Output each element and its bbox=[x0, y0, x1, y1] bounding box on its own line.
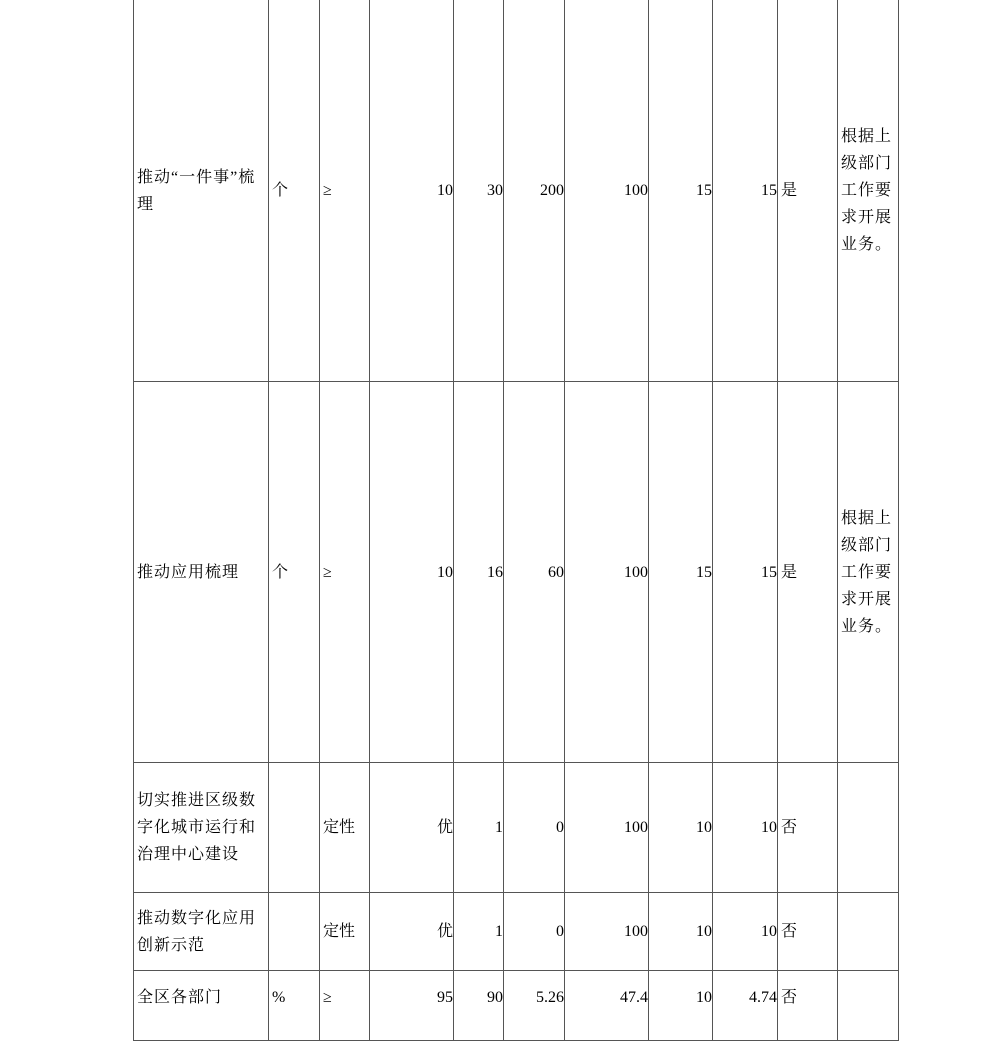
comparison-type-cell: ≥ bbox=[320, 382, 370, 763]
performance-table bbox=[133, 0, 899, 1041]
comparison-type-cell: 定性 bbox=[320, 893, 370, 971]
comparison-type-cell: ≥ bbox=[320, 0, 370, 382]
table-row bbox=[134, 382, 899, 763]
target-value-cell: 95 bbox=[370, 971, 454, 1041]
unit-cell bbox=[269, 893, 320, 971]
weight-cell: 15 bbox=[649, 382, 713, 763]
remark-cell: 根据上级部门工作要求开展业务。 bbox=[838, 382, 899, 763]
table-row bbox=[134, 971, 899, 1041]
deviation-flag-cell: 否 bbox=[778, 763, 838, 893]
table-row bbox=[134, 893, 899, 971]
actual-value-cell: 1 bbox=[454, 763, 504, 893]
remark-cell bbox=[838, 893, 899, 971]
comparison-type-cell: 定性 bbox=[320, 763, 370, 893]
score-cell: 15 bbox=[713, 0, 778, 382]
score-rate-cell: 47.4 bbox=[565, 971, 649, 1041]
table-row bbox=[134, 0, 899, 382]
score-cell: 10 bbox=[713, 763, 778, 893]
indicator-name-cell: 推动“一件事”梳理 bbox=[134, 0, 269, 382]
actual-value-cell: 1 bbox=[454, 893, 504, 971]
score-rate-cell: 100 bbox=[565, 0, 649, 382]
target-value-cell: 优 bbox=[370, 763, 454, 893]
table-row bbox=[134, 763, 899, 893]
score-rate-cell: 100 bbox=[565, 763, 649, 893]
score-cell: 10 bbox=[713, 893, 778, 971]
weight-cell: 15 bbox=[649, 0, 713, 382]
indicator-name-cell: 推动应用梳理 bbox=[134, 382, 269, 763]
indicator-name-cell: 全区各部门 bbox=[134, 971, 269, 1041]
deviation-rate-cell: 5.26 bbox=[504, 971, 565, 1041]
weight-cell: 10 bbox=[649, 893, 713, 971]
deviation-rate-cell: 0 bbox=[504, 893, 565, 971]
remark-cell: 根据上级部门工作要求开展业务。 bbox=[838, 0, 899, 382]
score-rate-cell: 100 bbox=[565, 893, 649, 971]
comparison-type-cell: ≥ bbox=[320, 971, 370, 1041]
unit-cell bbox=[269, 763, 320, 893]
actual-value-cell: 16 bbox=[454, 382, 504, 763]
deviation-flag-cell: 是 bbox=[778, 382, 838, 763]
score-cell: 15 bbox=[713, 382, 778, 763]
remark-cell bbox=[838, 763, 899, 893]
score-cell: 4.74 bbox=[713, 971, 778, 1041]
deviation-flag-cell: 是 bbox=[778, 0, 838, 382]
unit-cell: % bbox=[269, 971, 320, 1041]
deviation-rate-cell: 60 bbox=[504, 382, 565, 763]
deviation-flag-cell: 否 bbox=[778, 893, 838, 971]
indicator-name-cell: 切实推进区级数字化城市运行和治理中心建设 bbox=[134, 763, 269, 893]
actual-value-cell: 30 bbox=[454, 0, 504, 382]
weight-cell: 10 bbox=[649, 763, 713, 893]
deviation-rate-cell: 0 bbox=[504, 763, 565, 893]
indicator-name-cell: 推动数字化应用创新示范 bbox=[134, 893, 269, 971]
unit-cell: 个 bbox=[269, 382, 320, 763]
deviation-flag-cell: 否 bbox=[778, 971, 838, 1041]
deviation-rate-cell: 200 bbox=[504, 0, 565, 382]
score-rate-cell: 100 bbox=[565, 382, 649, 763]
target-value-cell: 优 bbox=[370, 893, 454, 971]
unit-cell: 个 bbox=[269, 0, 320, 382]
target-value-cell: 10 bbox=[370, 382, 454, 763]
target-value-cell: 10 bbox=[370, 0, 454, 382]
weight-cell: 10 bbox=[649, 971, 713, 1041]
actual-value-cell: 90 bbox=[454, 971, 504, 1041]
remark-cell bbox=[838, 971, 899, 1041]
